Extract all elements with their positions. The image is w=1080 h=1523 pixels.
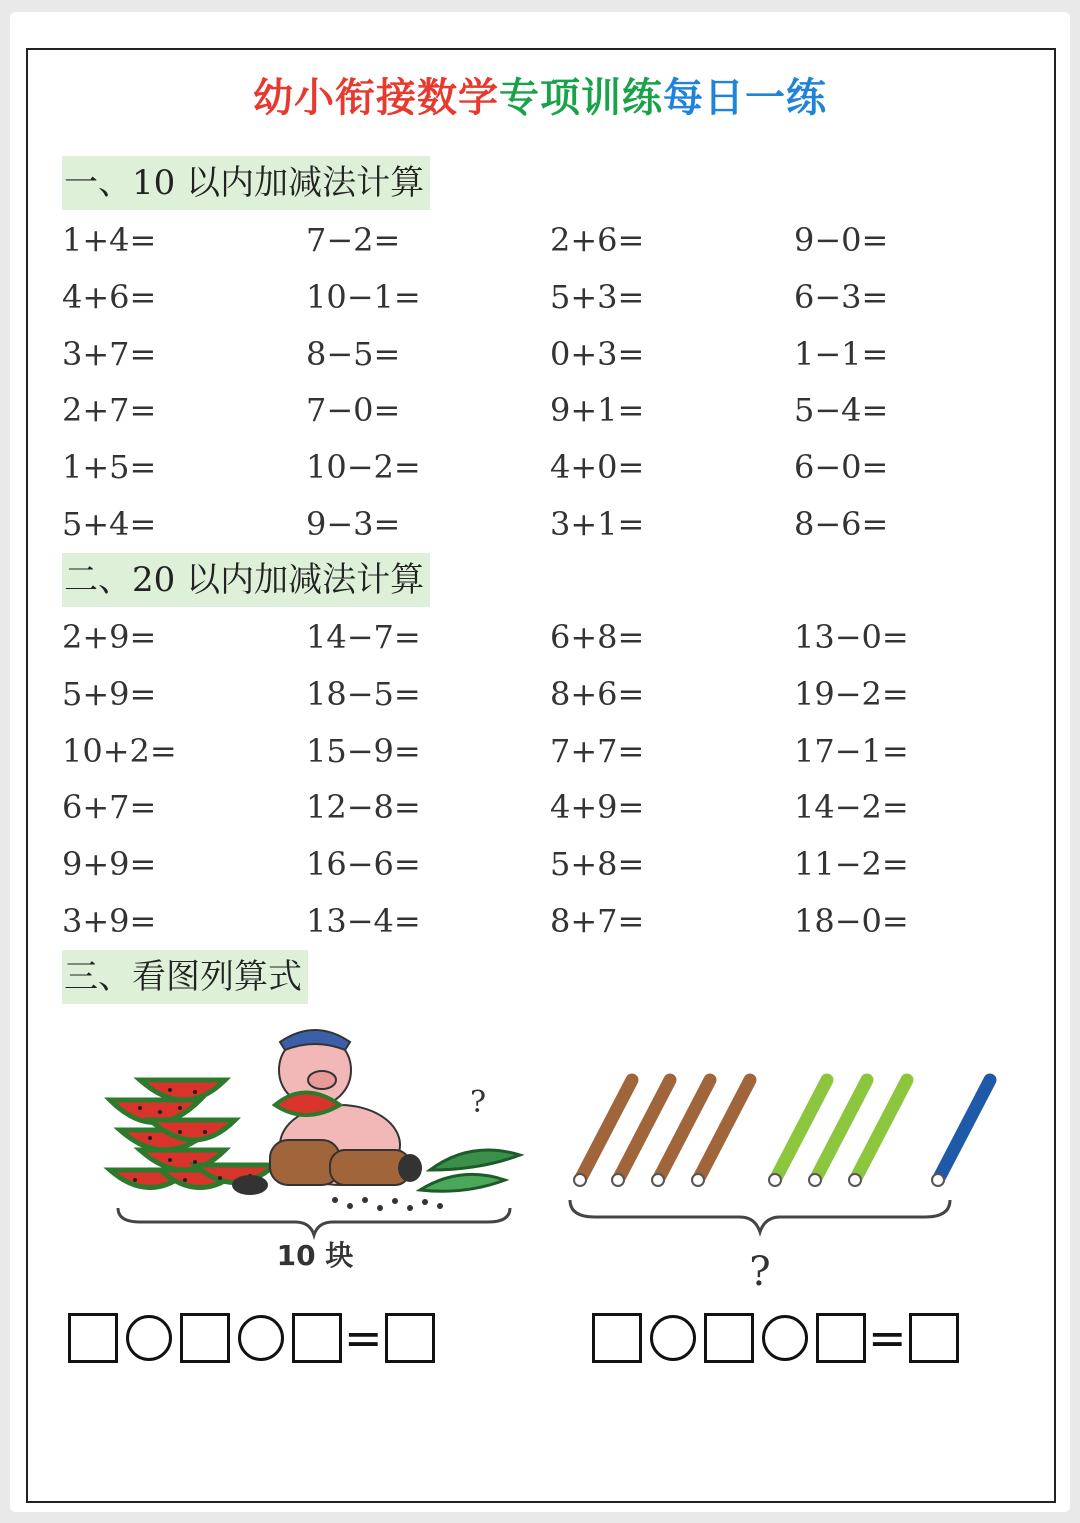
problem: 19−2=: [794, 674, 909, 713]
operator-circle[interactable]: [762, 1315, 808, 1361]
question-mark: ?: [749, 1249, 771, 1295]
problem-row: [62, 439, 1042, 496]
equals-sign: =: [344, 1311, 383, 1365]
problem-row: [62, 893, 1042, 950]
problem-row: [62, 609, 1042, 666]
problem: 18−0=: [794, 901, 909, 940]
section-1-heading: 一、10 以内加减法计算: [62, 156, 430, 210]
answer-template-left: [68, 1313, 435, 1363]
question-mark: ?: [470, 1085, 487, 1120]
watermelon-pig-illustration: [100, 1020, 530, 1280]
answer-box[interactable]: [592, 1313, 642, 1363]
problem: 10−1=: [306, 277, 421, 316]
problem: 5+8=: [550, 845, 645, 884]
brace-icon: [118, 1208, 510, 1235]
problem: 5+9=: [62, 674, 157, 713]
problem: 2+7=: [62, 391, 157, 430]
answer-template-right: [592, 1313, 959, 1363]
problem-row: [62, 836, 1042, 893]
problem-row: [62, 779, 1042, 836]
problem: 2+6=: [550, 221, 645, 259]
answer-box[interactable]: [68, 1313, 118, 1363]
problem: 10−2=: [306, 448, 421, 487]
title-part-blue: 每日一练: [663, 75, 827, 121]
problem: 4+6=: [62, 277, 157, 316]
problem: 14−7=: [306, 618, 421, 656]
operator-circle[interactable]: [650, 1315, 696, 1361]
problem-row: [62, 269, 1042, 326]
section-3-heading: 三、看图列算式: [62, 950, 308, 1004]
section-2-heading: 二、20 以内加减法计算: [62, 553, 430, 607]
sticks-illustration: [560, 1060, 1020, 1300]
problem: 1+5=: [62, 448, 157, 487]
problem: 5+3=: [550, 277, 645, 316]
problem: 6+7=: [62, 788, 157, 827]
blue-stick-icon: [938, 1080, 990, 1180]
watermelon-slices-icon: [110, 1080, 275, 1188]
problem: 14−2=: [794, 788, 909, 827]
problem-row: [62, 212, 1042, 269]
problem: 9−3=: [306, 504, 401, 543]
problem: 6+8=: [550, 618, 645, 656]
answer-box[interactable]: [180, 1313, 230, 1363]
brace-icon: [570, 1200, 950, 1232]
problem: 3+9=: [62, 901, 157, 940]
green-sticks-icon: [775, 1080, 907, 1180]
answer-box[interactable]: [816, 1313, 866, 1363]
problem: 7+7=: [550, 731, 645, 770]
problem: 5+4=: [62, 504, 157, 543]
problem: 1−1=: [794, 334, 889, 373]
problem: 18−5=: [306, 674, 421, 713]
operator-circle[interactable]: [238, 1315, 284, 1361]
problem: 10+2=: [62, 731, 177, 770]
problem: 17−1=: [794, 731, 909, 770]
problem: 4+0=: [550, 448, 645, 487]
problem: 3+7=: [62, 334, 157, 373]
seeds-icon: [332, 1197, 443, 1211]
operator-circle[interactable]: [126, 1315, 172, 1361]
equals-sign: =: [868, 1311, 907, 1365]
problem: 11−2=: [794, 845, 909, 884]
problem: 8−5=: [306, 334, 401, 373]
answer-box[interactable]: [292, 1313, 342, 1363]
problem: 9−0=: [794, 221, 889, 259]
problem: 9+9=: [62, 845, 157, 884]
problem: 0+3=: [550, 334, 645, 373]
answer-box[interactable]: [704, 1313, 754, 1363]
problem: 13−4=: [306, 901, 421, 940]
problem: 13−0=: [794, 618, 909, 656]
total-label: 10 块: [276, 1239, 354, 1272]
watermelon-rinds-icon: [420, 1150, 520, 1191]
result-box[interactable]: [385, 1313, 435, 1363]
problem: 7−2=: [306, 221, 401, 259]
problem: 12−8=: [306, 788, 421, 827]
problem-row: [62, 326, 1042, 383]
title-part-red: 幼小衔接数学: [253, 75, 499, 121]
title-part-green: 专项训练: [499, 75, 663, 121]
section-2-problems: [62, 609, 1042, 950]
page-title: [0, 66, 1080, 123]
problem-row: [62, 666, 1042, 723]
problem: 6−0=: [794, 448, 889, 487]
problem: 3+1=: [550, 504, 645, 543]
problem-row: [62, 723, 1042, 780]
problem: 8−6=: [794, 504, 889, 543]
problem: 16−6=: [306, 845, 421, 884]
section-1-problems: [62, 212, 1042, 553]
problem: 2+9=: [62, 618, 157, 656]
problem-row: [62, 496, 1042, 553]
problem-row: [62, 382, 1042, 439]
problem: 6−3=: [794, 277, 889, 316]
problem: 1+4=: [62, 221, 157, 259]
problem: 7−0=: [306, 391, 401, 430]
result-box[interactable]: [909, 1313, 959, 1363]
problem: 5−4=: [794, 391, 889, 430]
problem: 8+6=: [550, 674, 645, 713]
problem: 9+1=: [550, 391, 645, 430]
problem: 8+7=: [550, 901, 645, 940]
problem: 15−9=: [306, 731, 421, 770]
brown-sticks-icon: [580, 1080, 750, 1180]
problem: 4+9=: [550, 788, 645, 827]
